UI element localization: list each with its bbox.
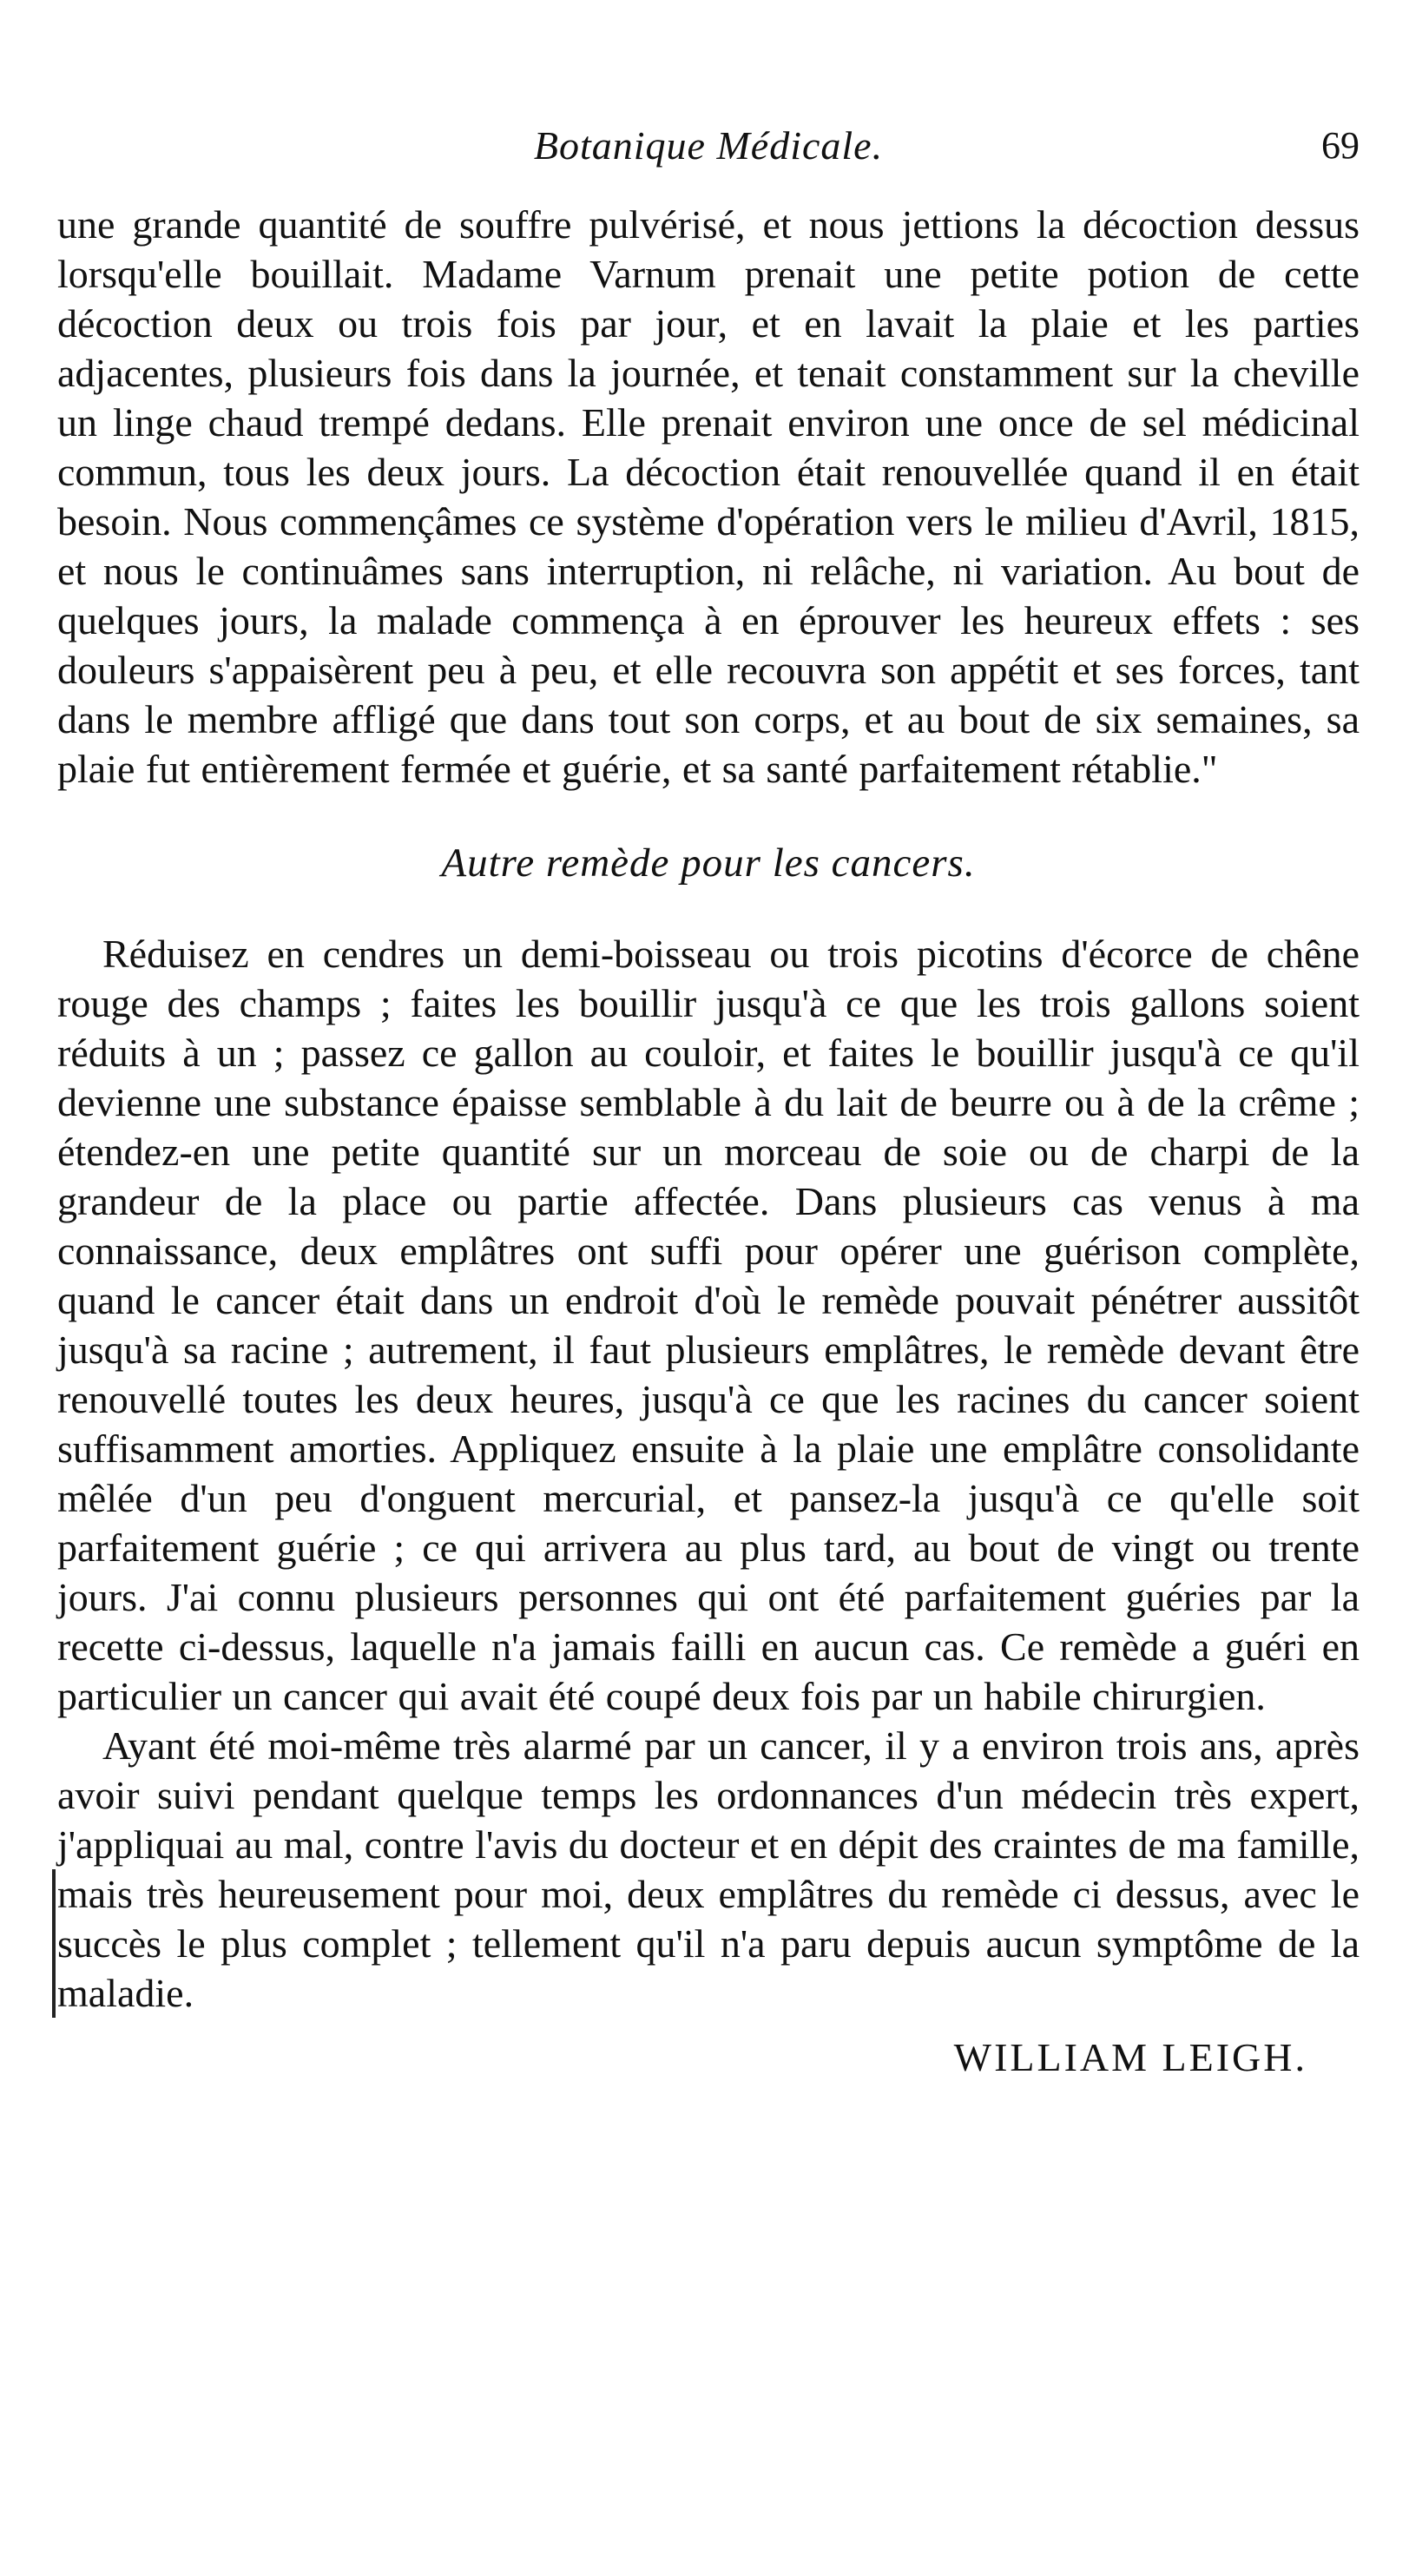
paragraph-testimony: Ayant été moi-même très alarmé par un cancer, il y a environ trois ans, après avoir suivi pendant quelque temps les ordonnances d'un médecin très expert, j'appliquai au mal, contre l'avis du docteur et en dépit des craintes de ma famille, mais très heureusement pour moi, deux emplâtres du remède ci dessus, avec le succès le plus complet ; tellement qu'il n'a paru depuis aucun symptôme de la maladie. (57, 1723, 1360, 2015)
section-heading: Autre remède pour les cancers. (441, 840, 976, 886)
paragraph-continued: une grande quantité de souffre pulvérisé, et nous jettions la décoction dessus lorsqu'elle bouillait. Madame Varnum prenait une petite potion de cette décoction deux ou trois fois par jour, et en lavait la plaie et les parties adjacentes, plusieurs fois dans la journée, et tenait constamment sur la cheville un linge chaud trempé dedans. Elle prenait environ une once de sel médicinal commun, tous les deux jours. La décoction était renouvellée quand il en était besoin. Nous commençâmes ce système d'opération vers le milieu d'Avril, 1815, et nous le continuâmes sans interruption, ni relâche, ni variation. Au bout de quelques jours, la malade commença à en éprouver les heureux effets : ses douleurs s'appaisèrent peu à peu, et elle recouvra son appétit et ses forces, tant dans le membre affligé que dans tout son corps, et au bout de six semaines, sa plaie fut entièrement fermée et guérie, et sa santé parfaitement rétablie." (57, 202, 1360, 791)
running-title: Botanique Médicale. (533, 123, 884, 168)
margin-mark (52, 1869, 56, 2018)
running-head (57, 87, 1360, 168)
page-number: 69 (1321, 124, 1360, 167)
book-page (57, 87, 1360, 2082)
paragraph-remedy: Réduisez en cendres un demi-boisseau ou trois picotins d'écorce de chêne rouge des champs ; faites les bouillir jusqu'à ce que les trois gallons soient réduits à un ; passez ce gallon au couloir, et faites le bouillir jusqu'à ce qu'il devienne une substance épaisse semblable à du lait de beurre ou à de la crême ; étendez-en une petite quantité sur un morceau de soie ou de charpi de la grandeur de la place ou partie affectée. Dans plusieurs cas venus à ma connaissance, deux emplâtres ont suffi pour opérer une guérison complète, quand le cancer était dans un endroit d'où le remède pouvait pénétrer aussitôt jusqu'à sa racine ; autrement, il faut plusieurs emplâtres, le remède devant être renouvellé toutes les deux heures, jusqu'à ce que les racines du cancer soient suffisamment amorties. Appliquez ensuite à la plaie une emplâtre consolidante mêlée d'un peu d'onguent mercurial, et pansez-la jusqu'à ce qu'elle soit parfaitement guérie ; ce qui arrivera au plus tard, au bout de vingt ou trente jours. J'ai connu plusieurs personnes qui ont été parfaitement guéries par la recette ci-dessus, laquelle n'a jamais failli en aucun cas. Ce remède a guéri en particulier un cancer qui avait été coupé deux fois par un habile chirurgien. (57, 932, 1360, 1718)
signature: WILLIAM LEIGH. (953, 2035, 1307, 2079)
testimony-block (57, 1721, 1360, 2018)
